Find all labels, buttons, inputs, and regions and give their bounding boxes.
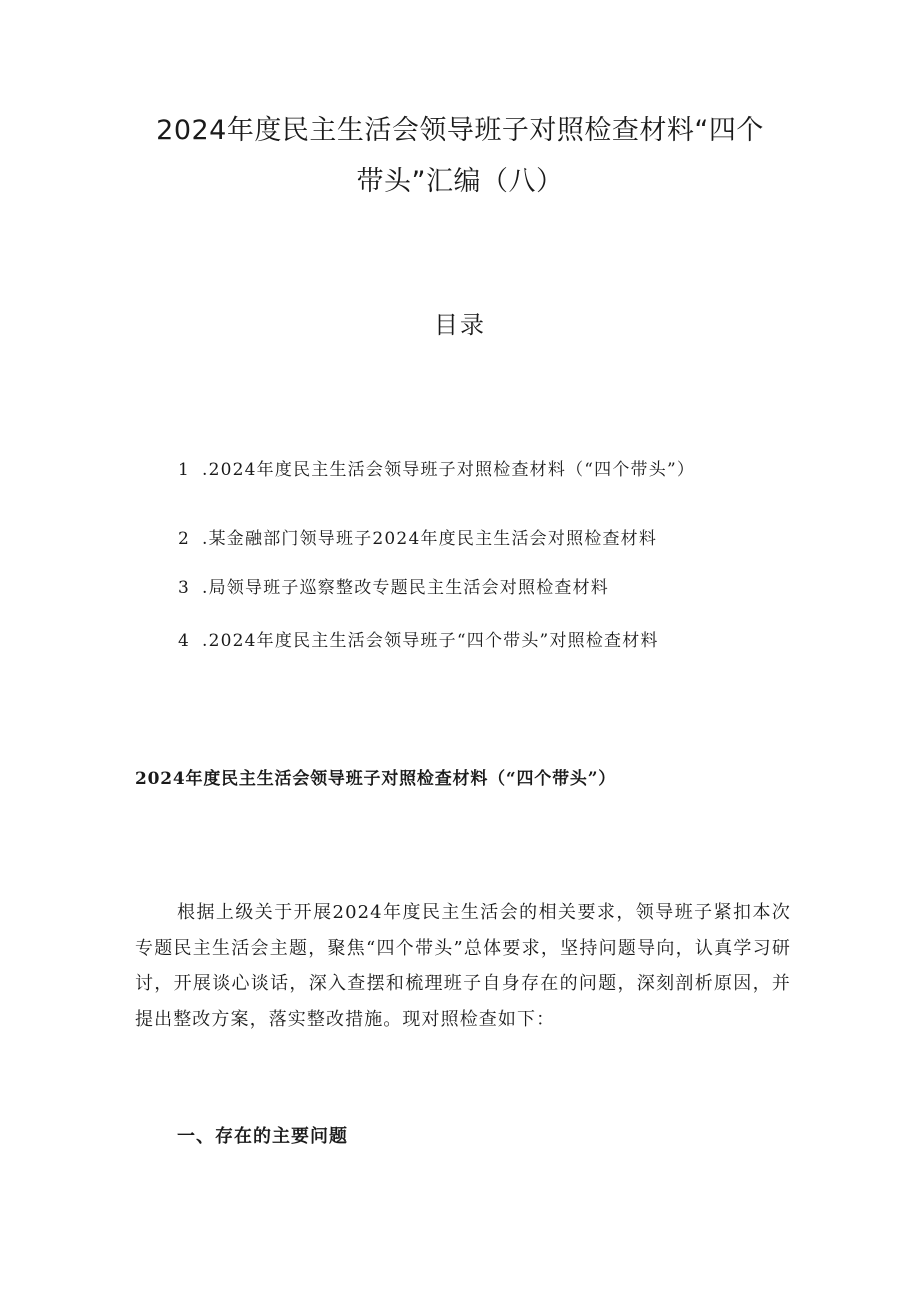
toc-item-number: 3 (178, 578, 191, 598)
toc-item-text: .2024年度民主生活会领导班子对照检查材料（“四个带头”） (202, 460, 696, 480)
document-title-line-1: 2024年度民主生活会领导班子对照检查材料“四个 (156, 115, 764, 146)
toc-item-2 (178, 524, 657, 549)
toc-item-number: 4 (178, 631, 191, 651)
document-title-line-2: 带头”汇编（八） (356, 166, 564, 197)
toc-item-text: .局领导班子巡察整改专题民主生活会对照检查材料 (202, 578, 610, 598)
toc-heading: 目录 (434, 311, 486, 339)
subheading-existing-problems: 一、存在的主要问题 (177, 1126, 348, 1147)
toc-item-4 (178, 626, 659, 651)
toc-item-3 (178, 573, 609, 598)
toc-item-number: 2 (178, 529, 191, 549)
intro-paragraph: 根据上级关于开展2024年度民主生活会的相关要求，领导班子紧扣本次专题民主生活会主题，聚焦“四个带头”总体要求，坚持问题导向，认真学习研讨，开展谈心谈话，深入查摆和梳理班子自身存在的问题，深刻剖析原因，并提出整改方案，落实整改措施。现对照检查如下： (135, 902, 791, 1030)
toc-item-text: .2024年度民主生活会领导班子“四个带头”对照检查材料 (202, 631, 659, 651)
toc-item-1 (178, 455, 695, 480)
toc-item-number: 1 (178, 460, 191, 480)
toc-item-text: .某金融部门领导班子2024年度民主生活会对照检查材料 (202, 529, 658, 549)
section-title: 2024年度民主生活会领导班子对照检查材料（“四个带头”） (135, 769, 617, 789)
